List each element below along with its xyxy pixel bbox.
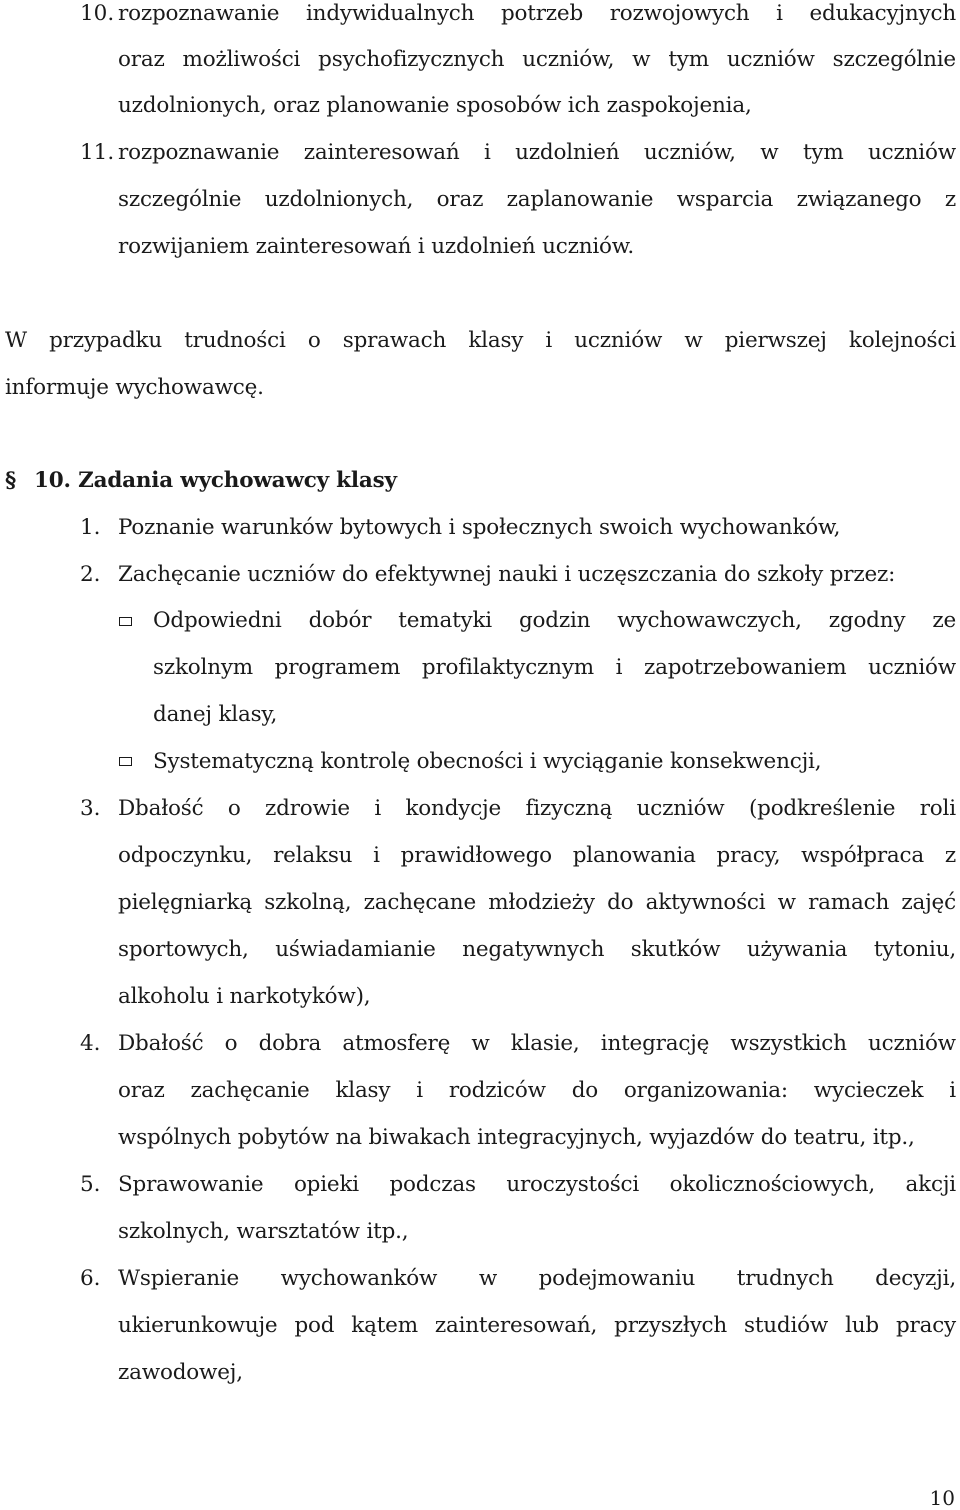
square-bullet-icon bbox=[119, 757, 132, 766]
task-number: 1. bbox=[80, 515, 101, 540]
section-symbol: § bbox=[5, 468, 17, 493]
section-title: 10. Zadania wychowawcy klasy bbox=[34, 468, 397, 493]
list-number: 11. bbox=[80, 140, 115, 165]
task-line: Zachęcanie uczniów do efektywnej nauki i uczęszczania do szkoły przez: bbox=[118, 562, 896, 587]
list-item-line: rozwijaniem zainteresowań i uzdolnień uczniów. bbox=[118, 234, 635, 259]
task-line: Wspieranie wychowanków w podejmowaniu trudnych decyzji, bbox=[118, 1266, 956, 1291]
task-line: szkolnych, warsztatów itp., bbox=[118, 1219, 409, 1244]
list-number: 10. bbox=[80, 1, 115, 26]
list-item-line: rozpoznawanie zainteresowań i uzdolnień uczniów, w tym uczniów bbox=[118, 140, 956, 165]
list-item-line: oraz możliwości psychofizycznych uczniów, w tym uczniów szczególnie bbox=[118, 47, 956, 72]
task-line: zawodowej, bbox=[118, 1360, 243, 1385]
task-number: 3. bbox=[80, 796, 101, 821]
sub-bullet-line: szkolnym programem profilaktycznym i zapotrzebowaniem uczniów bbox=[153, 655, 956, 680]
task-line: pielęgniarką szkolną, zachęcane młodzieży do aktywności w ramach zajęć bbox=[118, 890, 956, 915]
sub-bullet-line: Odpowiedni dobór tematyki godzin wychowawczych, zgodny ze bbox=[153, 608, 956, 633]
task-line: Dbałość o zdrowie i kondycje fizyczną uczniów (podkreślenie roli bbox=[118, 796, 956, 821]
task-line: odpoczynku, relaksu i prawidłowego planowania pracy, współpraca z bbox=[118, 843, 956, 868]
paragraph-line: informuje wychowawcę. bbox=[5, 375, 264, 400]
list-item-line: uzdolnionych, oraz planowanie sposobów ich zaspokojenia, bbox=[118, 93, 752, 118]
sub-bullet-line: Systematyczną kontrolę obecności i wyciąganie konsekwencji, bbox=[153, 749, 822, 774]
task-line: sportowych, uświadamianie negatywnych skutków używania tytoniu, bbox=[118, 937, 956, 962]
task-line: Sprawowanie opieki podczas uroczystości okolicznościowych, akcji bbox=[118, 1172, 956, 1197]
list-item-line: szczególnie uzdolnionych, oraz zaplanowanie wsparcia związanego z bbox=[118, 187, 956, 212]
task-number: 5. bbox=[80, 1172, 101, 1197]
task-number: 4. bbox=[80, 1031, 101, 1056]
task-number: 6. bbox=[80, 1266, 101, 1291]
task-line: alkoholu i narkotyków), bbox=[118, 984, 371, 1009]
paragraph-line: W przypadku trudności o sprawach klasy i uczniów w pierwszej kolejności bbox=[5, 328, 956, 353]
task-number: 2. bbox=[80, 562, 101, 587]
task-line: Dbałość o dobra atmosferę w klasie, integrację wszystkich uczniów bbox=[118, 1031, 956, 1056]
page-number: 10 bbox=[929, 1486, 955, 1510]
task-line: ukierunkowuje pod kątem zainteresowań, przyszłych studiów lub pracy bbox=[118, 1313, 956, 1338]
square-bullet-icon bbox=[119, 617, 132, 626]
list-item-line: rozpoznawanie indywidualnych potrzeb rozwojowych i edukacyjnych bbox=[118, 1, 956, 26]
task-line: oraz zachęcanie klasy i rodziców do organizowania: wycieczek i bbox=[118, 1078, 956, 1103]
task-line: Poznanie warunków bytowych i społecznych swoich wychowanków, bbox=[118, 515, 841, 540]
sub-bullet-line: danej klasy, bbox=[153, 702, 278, 727]
task-line: wspólnych pobytów na biwakach integracyjnych, wyjazdów do teatru, itp., bbox=[118, 1125, 915, 1150]
